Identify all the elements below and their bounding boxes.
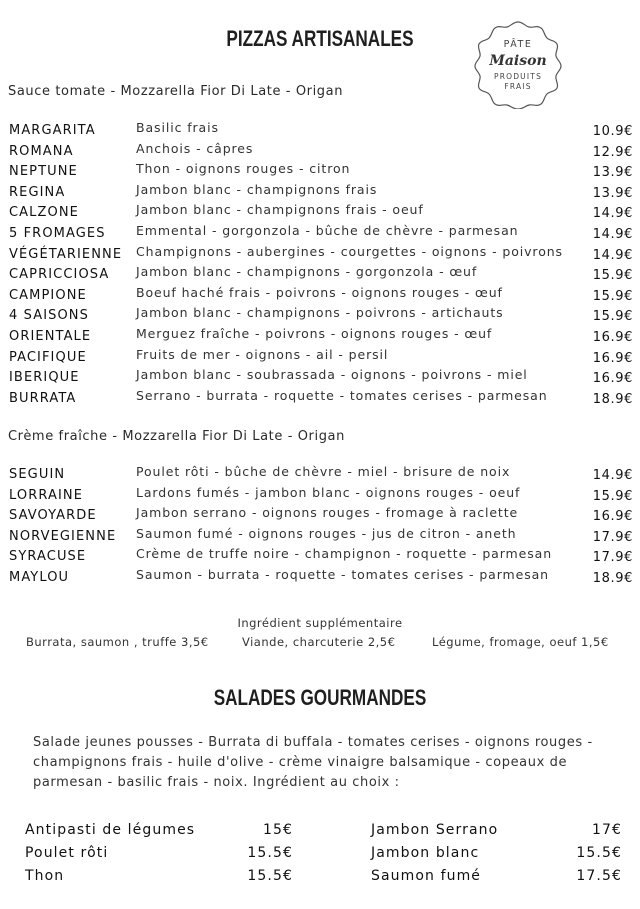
pizza-price: 13.9€ (592, 185, 633, 201)
pizza-name: ORIENTALE (9, 328, 92, 344)
badge-line1: PÂTE (503, 39, 533, 50)
salad-options-right (371, 822, 622, 891)
salad-option (371, 845, 622, 868)
pizza-row (9, 285, 633, 306)
pizza-price: 16.9€ (592, 350, 633, 366)
pizza-desc: Poulet rôti - bûche de chèvre - miel - brisure de noix (136, 464, 511, 479)
salad-options-left (25, 822, 293, 891)
pizza-row (9, 347, 633, 368)
salad-option-name: Jambon Serrano (371, 822, 499, 838)
pizza-name: SAVOYARDE (9, 508, 97, 524)
pizza-row (9, 464, 633, 485)
pizza-row (9, 546, 633, 567)
pizza-desc: Saumon - burrata - roquette - tomates cerises - parmesan (136, 566, 550, 582)
pizza-row (9, 526, 633, 547)
extra-ingredient-veg: Légume, fromage, oeuf 1,5€ (432, 635, 609, 649)
salad-option-name: Thon (25, 868, 65, 884)
pizza-price: 13.9€ (592, 165, 633, 181)
pizza-desc: Jambon blanc - soubrassada - oignons - poivrons - miel (136, 367, 528, 383)
pizza-desc: Crème de truffe noire - champignon - roquette - parmesan (136, 546, 553, 562)
pizza-price: 17.9€ (592, 529, 633, 545)
pizza-row (9, 161, 633, 182)
pizza-name: SEGUIN (9, 467, 66, 482)
pizza-price: 14.9€ (592, 247, 633, 263)
pizza-desc: Jambon blanc - champignons - poivrons - artichauts (136, 305, 504, 321)
pate-maison-badge (473, 19, 563, 109)
salad-option-name: Saumon fumé (371, 868, 482, 884)
pizza-desc: Serrano - burrata - roquette - tomates cerises - parmesan (136, 387, 548, 403)
salad-option (25, 868, 293, 891)
salad-option-price: 15€ (262, 822, 293, 838)
salad-option (25, 822, 293, 845)
tomato-base-subtitle: Sauce tomate - Mozzarella Fior Di Late - Origan (8, 84, 344, 99)
pizza-price: 14.9€ (592, 206, 633, 222)
pizza-name: BURRATA (9, 390, 77, 406)
badge-line3: PRODUITS (493, 72, 543, 81)
pizza-desc: Jambon blanc - champignons frais (136, 181, 378, 197)
pizza-desc: Merguez fraîche - poivrons - oignons rouges - œuf (136, 325, 493, 341)
pizza-row (9, 326, 633, 347)
pizza-name: CAMPIONE (9, 287, 87, 303)
salad-option (371, 868, 622, 891)
salad-option-price: 15.5€ (247, 845, 293, 861)
pizza-price: 14.9€ (592, 226, 633, 242)
pizza-price: 16.9€ (592, 509, 633, 525)
pizza-desc: Anchois - câpres (136, 140, 254, 156)
pizza-row (9, 182, 633, 203)
extra-ingredient-meat: Viande, charcuterie 2,5€ (242, 635, 396, 649)
pizza-row (9, 141, 633, 162)
pizza-price: 14.9€ (592, 468, 633, 483)
pizza-name: VÉGÉTARIENNE (9, 246, 123, 262)
pizza-price: 16.9€ (592, 329, 633, 345)
pizza-price: 15.9€ (592, 488, 633, 504)
pizza-price: 18.9€ (592, 391, 633, 407)
pizza-name: ROMANA (9, 143, 74, 159)
salad-option-price: 17€ (591, 822, 622, 838)
pizza-name: NORVEGIENNE (9, 528, 117, 544)
salad-option-price: 15.5€ (247, 868, 293, 884)
pizza-price: 12.9€ (592, 144, 633, 160)
extra-ingredient-title: Ingrédient supplémentaire (237, 616, 403, 630)
pizza-name: MAYLOU (9, 569, 70, 585)
cream-pizza-list (9, 464, 633, 588)
pizza-row (9, 367, 633, 388)
pizza-row (9, 120, 633, 141)
salad-description: Salade jeunes pousses - Burrata di buffala - tomates cerises - oignons rouges - champignons frais - huile d'olive - crème vinaigre balsamique - copeaux de parmesan - basilic frais - noix. Ingrédient au choix : (33, 735, 593, 790)
pizza-desc: Jambon blanc - champignons - gorgonzola - œuf (136, 264, 478, 280)
pizza-price: 10.9€ (592, 124, 633, 139)
pizza-price: 16.9€ (592, 371, 633, 387)
pizza-name: MARGARITA (9, 123, 96, 138)
pizza-price: 15.9€ (592, 288, 633, 304)
pizza-desc: Jambon blanc - champignons frais - oeuf (136, 202, 424, 218)
pizza-desc: Basilic frais (136, 120, 219, 135)
pizza-row (9, 202, 633, 223)
pizza-row (9, 505, 633, 526)
pizza-desc: Saumon fumé - oignons rouges - jus de citron - aneth (136, 525, 517, 541)
pizza-row (9, 485, 633, 506)
pizza-row (9, 244, 633, 265)
pizza-desc: Jambon serrano - oignons rouges - fromage à raclette (136, 505, 519, 521)
salad-option-name: Poulet rôti (25, 845, 109, 861)
pizza-desc: Boeuf haché frais - poivrons - oignons rouges - œuf (136, 284, 503, 300)
pizza-name: SYRACUSE (9, 549, 87, 565)
tomato-pizza-list (9, 120, 633, 408)
pizza-row (9, 305, 633, 326)
pizza-name: IBERIQUE (9, 370, 80, 386)
salads-title: SALADES GOURMANDES (213, 685, 427, 710)
pizza-row (9, 264, 633, 285)
pizza-row (9, 223, 633, 244)
pizza-name: PACIFIQUE (9, 349, 87, 365)
pizza-name: CALZONE (9, 205, 79, 221)
pizza-name: CAPRICCIOSA (9, 267, 110, 283)
pizza-desc: Lardons fumés - jambon blanc - oignons rouges - oeuf (136, 484, 521, 500)
pizza-row (9, 388, 633, 409)
badge-line2: Maison (489, 53, 547, 69)
cream-base-subtitle: Crème fraîche - Mozzarella Fior Di Late - Origan (8, 429, 345, 444)
extra-ingredient-premium: Burrata, saumon , truffe 3,5€ (26, 635, 209, 649)
badge-line4: FRAIS (504, 82, 532, 91)
pizza-name: 5 FROMAGES (9, 225, 106, 241)
salad-option (25, 845, 293, 868)
pizza-desc: Champignons - aubergines - courgettes - oignons - poivrons (136, 243, 563, 259)
salad-option-name: Jambon blanc (371, 845, 480, 861)
pizza-row (9, 567, 633, 588)
salad-option-price: 17.5€ (576, 868, 622, 884)
pizza-name: NEPTUNE (9, 164, 78, 180)
pizza-price: 15.9€ (592, 268, 633, 284)
pizza-price: 17.9€ (592, 550, 633, 566)
pizza-desc: Fruits de mer - oignons - ail - persil (136, 346, 389, 362)
salad-option-name: Antipasti de légumes (25, 822, 196, 838)
pizza-desc: Thon - oignons rouges - citron (136, 161, 351, 177)
salad-option-price: 15.5€ (576, 845, 622, 861)
pizza-name: REGINA (9, 184, 66, 200)
pizza-name: LORRAINE (9, 487, 84, 503)
pizzas-title: PIZZAS ARTISANALES (226, 26, 414, 51)
pizza-price: 15.9€ (592, 309, 633, 325)
salad-option (371, 822, 622, 845)
pizza-name: 4 SAISONS (9, 308, 89, 324)
pizza-price: 18.9€ (592, 570, 633, 586)
pizza-desc: Emmental - gorgonzola - bûche de chèvre - parmesan (136, 222, 519, 238)
